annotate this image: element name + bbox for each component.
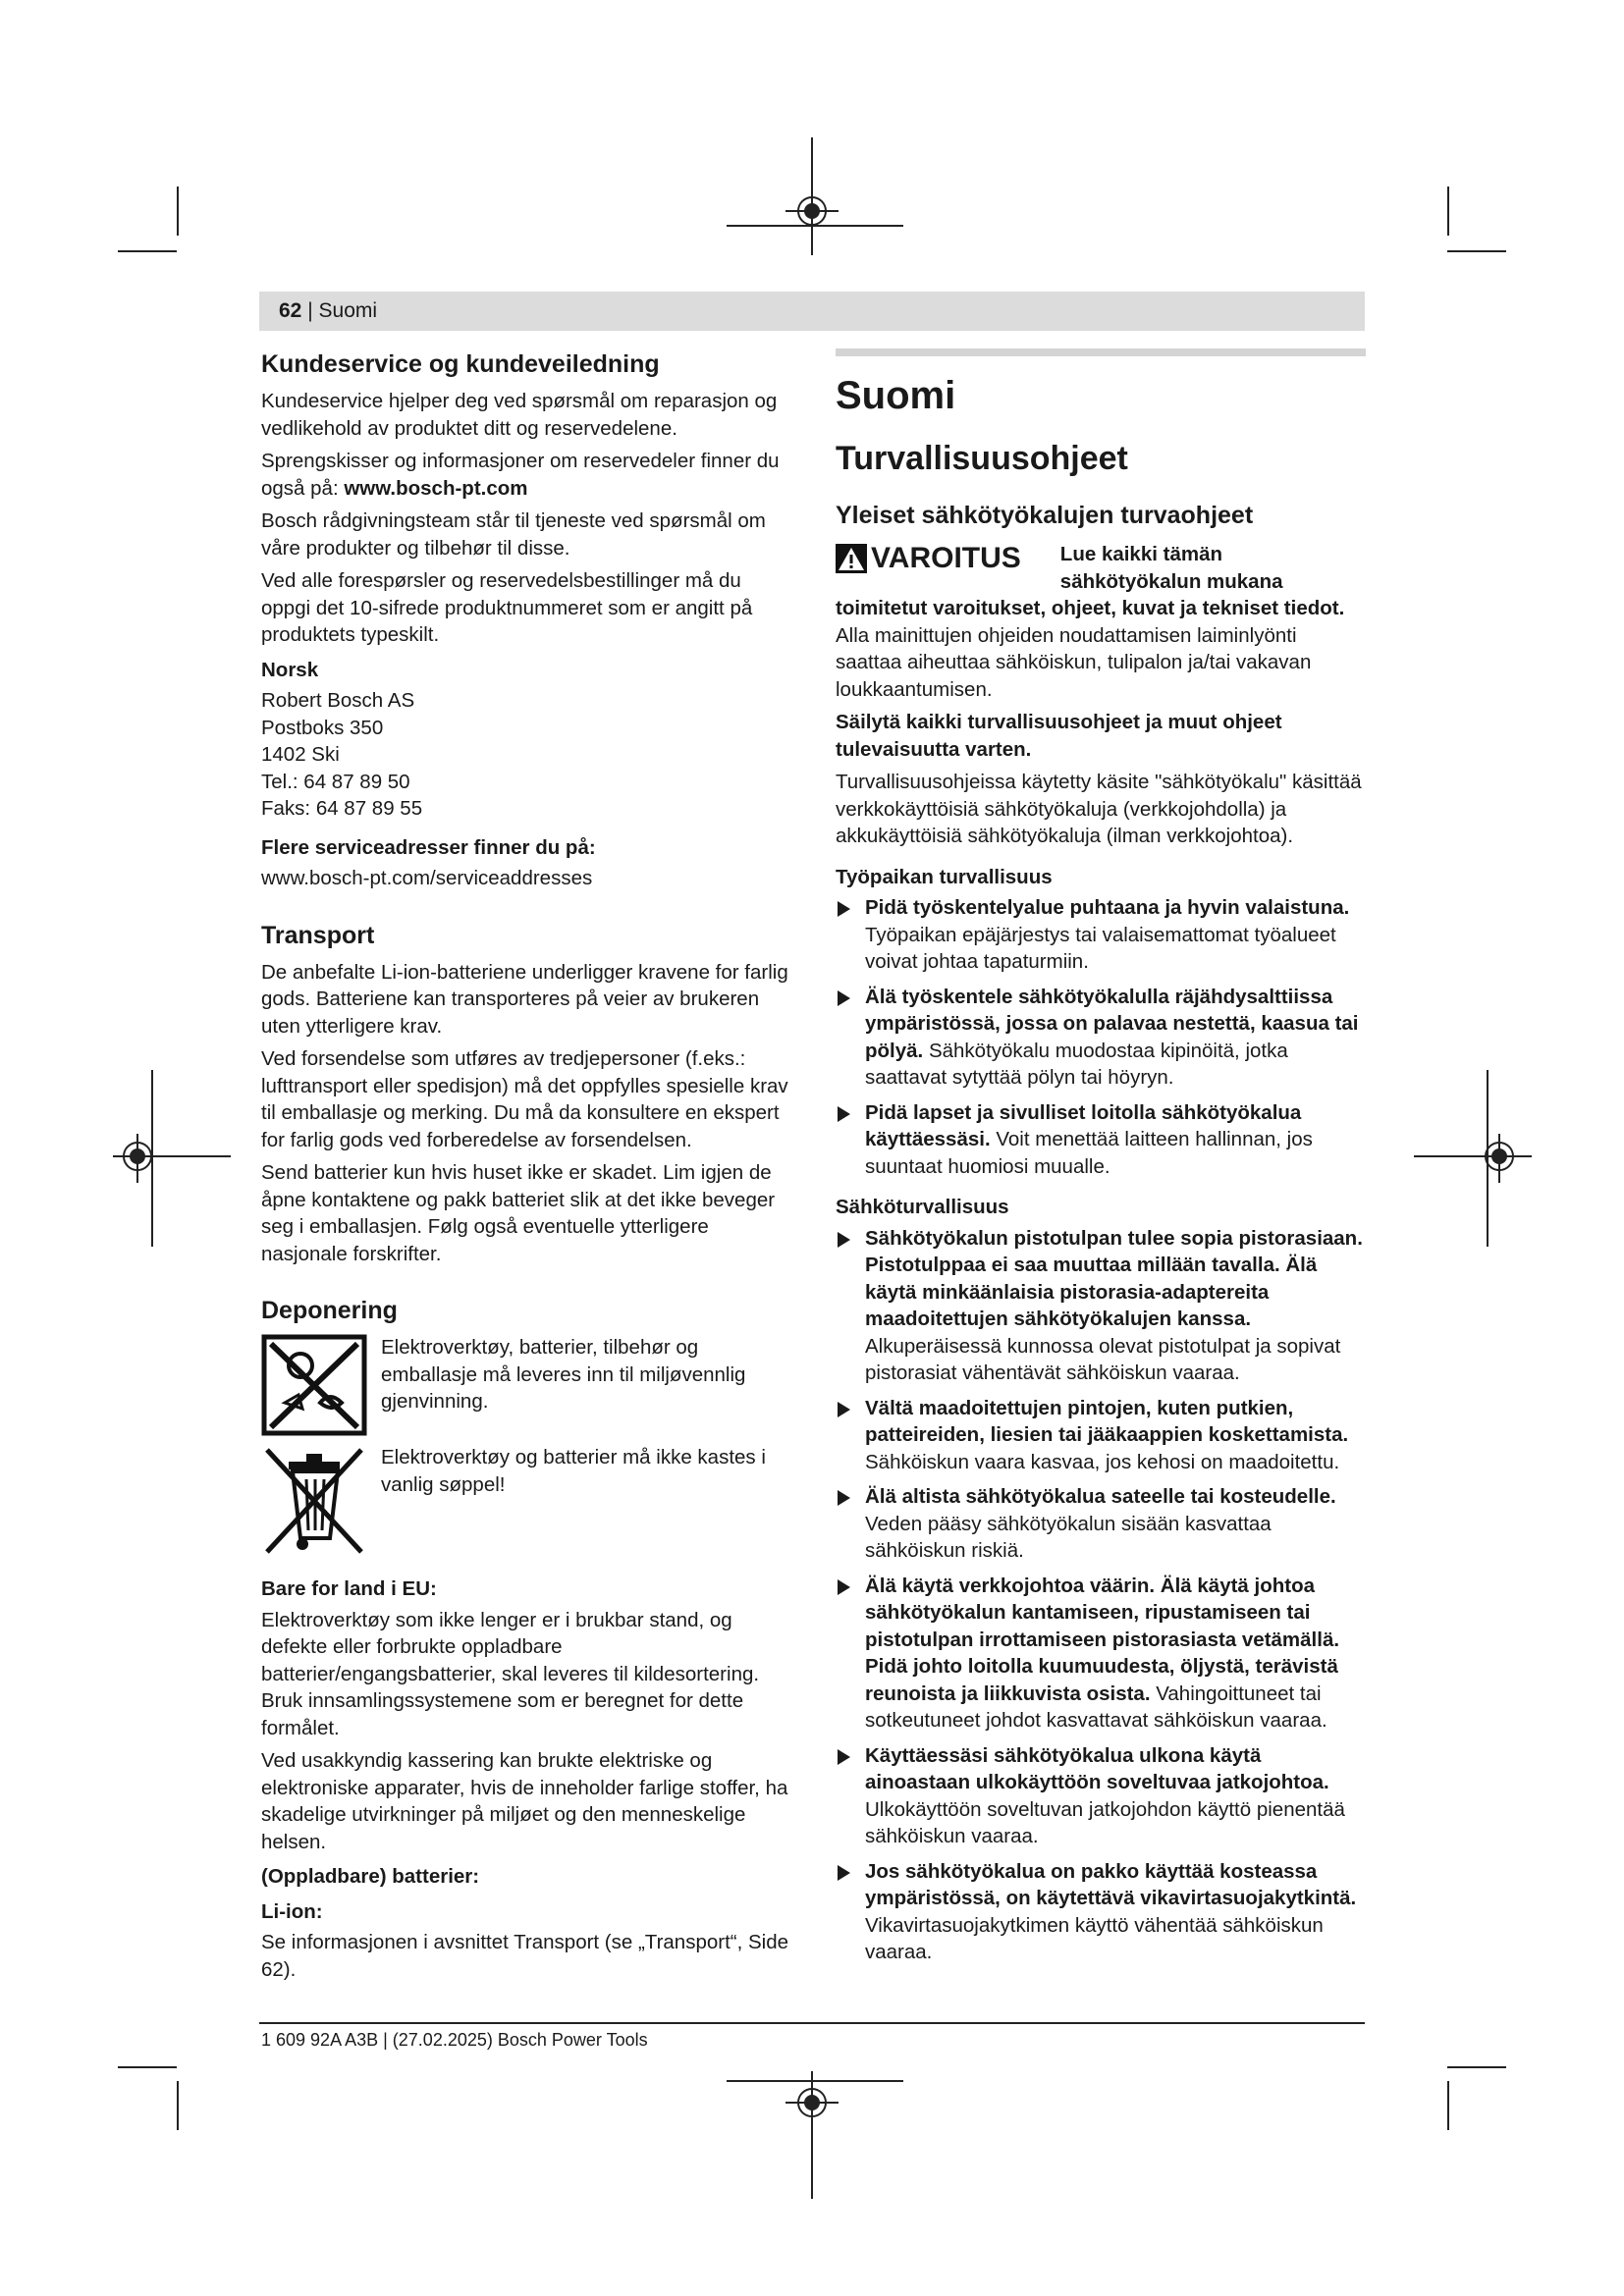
registration-mark-icon bbox=[727, 137, 903, 255]
transport-paragraph: Ved forsendelse som utføres av tredjepersoner (f.eks.: lufttransport eller spedisjon) må det oppfylles spesielle krav til emballasje og merking. Du må da konsultere en ekspert for farlig gods ved forberedelse av forsendelsen. bbox=[261, 1047, 788, 1151]
language-title: Suomi bbox=[836, 374, 956, 417]
crop-mark bbox=[118, 250, 177, 252]
disposal-heading: Deponering bbox=[261, 1297, 398, 1324]
warning-label: VAROITUS bbox=[871, 542, 1021, 574]
page-header bbox=[259, 292, 1365, 331]
crop-mark bbox=[177, 2081, 179, 2130]
crop-mark bbox=[1447, 2081, 1449, 2130]
right-column bbox=[836, 348, 1366, 1974]
eu-paragraph: Ved usakkyndig kassering kan brukte elektriske og elektroniske apparater, hvis de inneholder farlige stoffer, ha skadelige utvirkninger på miljøet og den menneskelige helsen. bbox=[261, 1749, 788, 1853]
eu-paragraph: Elektroverktøy som ikke lenger er i brukbar stand, og defekte eller forbrukte oppladbare batterier/engangsbatterier, skal leveres til kildesortering. Bruk innsamlingssystemene som er beregnet for dette formålet. bbox=[261, 1608, 760, 1739]
service-heading: Kundeservice og kundeveiledning bbox=[261, 350, 660, 378]
transport-heading: Transport bbox=[261, 921, 375, 949]
page-number: 62 bbox=[279, 299, 302, 322]
registration-mark-icon bbox=[1414, 1070, 1532, 1247]
electrical-item: Sähkötyökalun pistotulpan tulee sopia pistorasiaan. Pistotulppaa ei saa muuttaa millään tavalla. Älä käytä minkäänlaisia pistorasia-adaptereita maadoitettujen sähkötyökalujen kanssa. Alkuperäisessä kunnossa olevat pistotulpat ja sopivat pistorasiat vähentävät sähköiskun vaaraa. bbox=[836, 1225, 1366, 1387]
batteries-label: (Oppladbare) batterier: bbox=[261, 1865, 480, 1888]
crop-mark bbox=[118, 2066, 177, 2068]
transport-paragraph: De anbefalte Li-ion-batteriene underligger kravene for farlig gods. Batteriene kan transporteres på veier av brukeren uten ytterligere krav. bbox=[261, 960, 788, 1038]
electrical-item: Jos sähkötyökalua on pakko käyttää kosteassa ympäristössä, on käytettävä vikavirtasuojakytkintä. Vikavirtasuojakytkimen käyttö vähentää sähköiskun vaaraa. bbox=[836, 1858, 1366, 1966]
electrical-item: Vältä maadoitettujen pintojen, kuten putkien, patteireiden, liesien tai jääkaappien koskettamista. Sähköiskun vaara kasvaa, jos kehosi on maadoitettu. bbox=[836, 1395, 1366, 1476]
footer-rule bbox=[259, 2022, 1365, 2024]
left-column bbox=[261, 348, 791, 1989]
header-separator: | bbox=[307, 299, 313, 322]
crop-mark bbox=[1447, 250, 1506, 252]
warning-bold: Lue kaikki tämän sähkötyökalun mukana toimitetut varoitukset, ohjeet, kuvat ja tekniset tiedot. bbox=[836, 543, 1345, 619]
more-addresses-label: Flere serviceadresser finner du på: bbox=[261, 835, 596, 859]
electrical-heading: Sähköturvallisuus bbox=[836, 1196, 1009, 1218]
term-definition: Turvallisuusohjeissa käytetty käsite "sähkötyökalu" käsittää verkkokäyttöisiä sähkötyökaluja (verkkojohdolla) ja akkukäyttöisiä sähkötyökaluja (ilman verkkojohtoa). bbox=[836, 771, 1362, 847]
waste-bin-row bbox=[261, 1444, 791, 1558]
address-line: Postboks 350 bbox=[261, 716, 384, 739]
address-block bbox=[261, 687, 791, 823]
header-section: Suomi bbox=[318, 299, 378, 322]
address-line: Faks: 64 87 89 55 bbox=[261, 797, 423, 820]
recycling-text: Elektroverktøy, batterier, tilbehør og emballasje må leveres inn til miljøvennlig gjenvinning. bbox=[381, 1336, 746, 1413]
warning-badge bbox=[836, 541, 1021, 576]
transport-paragraph: Send batterier kun hvis huset ikke er skadet. Lim igjen de åpne kontaktene og pakk batteriet slik at det ikke beveger seg i emballasjen. Følg også eventuelle ytterligere nasjonale forskrifter. bbox=[261, 1161, 776, 1265]
warning-text: Alla mainittujen ohjeiden noudattamisen laiminlyönti saattaa aiheuttaa sähköiskun, tulipalon ja/tai vakavan loukkaantumisen. bbox=[836, 623, 1312, 701]
service-paragraph: Kundeservice hjelper deg ved spørsmål om reparasjon og vedlikehold av produktet ditt og reservedelene. bbox=[261, 390, 778, 440]
recycling-row bbox=[261, 1334, 791, 1436]
bosch-link[interactable]: www.bosch-pt.com bbox=[344, 476, 528, 500]
workplace-item: Pidä lapset ja sivulliset loitolla sähkötyökalua käyttäessäsi. Voit menettää laitteen hallinnan, jos suuntaat huomiosi muualle. bbox=[836, 1099, 1366, 1181]
warning-block bbox=[836, 541, 1366, 703]
service-addresses-link[interactable]: www.bosch-pt.com/serviceaddresses bbox=[261, 867, 593, 889]
country-label: Norsk bbox=[261, 658, 319, 681]
section-rule bbox=[836, 348, 1366, 356]
service-paragraph: Sprengskisser og informasjoner om reservedeler finner du også på: www.bosch-pt.com bbox=[261, 450, 780, 500]
electrical-item: Älä altista sähkötyökalua sateelle tai kosteudelle. Veden pääsy sähkötyökalun sisään kasvattaa sähköiskun riskiä. bbox=[836, 1483, 1366, 1565]
electrical-item: Käyttäessäsi sähkötyökalua ulkona käytä ainoastaan ulkokäyttöön soveltuvaa jatkojohtoa. Ulkokäyttöön soveltuvan jatkojohdon käyttö pienentää sähköiskun vaaraa. bbox=[836, 1742, 1366, 1850]
service-paragraph: Ved alle forespørsler og reservedelsbestillinger må du oppgi det 10-sifrede produktnummeret som er angitt på produktets typeskilt. bbox=[261, 569, 753, 646]
address-line: Tel.: 64 87 89 50 bbox=[261, 770, 410, 793]
crop-mark bbox=[1447, 2066, 1506, 2068]
registration-mark-icon bbox=[727, 2071, 903, 2199]
recycle-packaging-icon bbox=[261, 1334, 367, 1436]
waste-text: Elektroverktøy og batterier må ikke kastes i vanlig søppel! bbox=[381, 1446, 766, 1496]
workplace-item: Pidä työskentelyalue puhtaana ja hyvin valaistuna. Työpaikan epäjärjestys tai valaisemattomat työalueet voivat johtaa tapaturmiin. bbox=[836, 894, 1366, 976]
liion-text: Se informasjonen i avsnittet Transport (se „Transport“, Side 62). bbox=[261, 1931, 789, 1981]
electrical-item: Älä käytä verkkojohtoa väärin. Älä käytä johtoa sähkötyökalun kantamiseen, ripustamiseen tai pistotulpan irrottamiseen pistorasiasta vetämällä. Pidä johto loitolla kuumuudesta, öljystä, terävistä reunoista ja liikkuvista osista. Vahingoittuneet tai sotkeutuneet johdot kasvattavat sähköiskun vaaraa. bbox=[836, 1573, 1366, 1735]
address-line: Robert Bosch AS bbox=[261, 689, 415, 712]
page-footer: 1 609 92A A3B | (27.02.2025) Bosch Power Tools bbox=[261, 2030, 648, 2050]
address-line: 1402 Ski bbox=[261, 743, 340, 766]
eu-label: Bare for land i EU: bbox=[261, 1577, 437, 1600]
service-paragraph: Bosch rådgivningsteam står til tjeneste ved spørsmål om våre produkter og tilbehør til disse. bbox=[261, 509, 766, 560]
crop-mark bbox=[177, 187, 179, 236]
registration-mark-icon bbox=[113, 1070, 231, 1247]
crossed-wheelie-bin-icon bbox=[261, 1444, 367, 1558]
workplace-heading: Työpaikan turvallisuus bbox=[836, 865, 1053, 888]
liion-label: Li-ion: bbox=[261, 1899, 323, 1923]
general-heading: Yleiset sähkötyökalujen turvaohjeet bbox=[836, 502, 1254, 529]
crop-mark bbox=[1447, 187, 1449, 236]
safety-title: Turvallisuusohjeet bbox=[836, 440, 1128, 477]
keep-instructions: Säilytä kaikki turvallisuusohjeet ja muut ohjeet tulevaisuutta varten. bbox=[836, 711, 1282, 761]
warning-triangle-icon bbox=[836, 544, 867, 573]
workplace-item: Älä työskentele sähkötyökalulla räjähdysalttiissa ympäristössä, jossa on palavaa nestettä, kaasua tai pölyä. Sähkötyökalu muodostaa kipinöitä, jotka saattavat sytyttää pölyn tai höyryn. bbox=[836, 984, 1366, 1092]
